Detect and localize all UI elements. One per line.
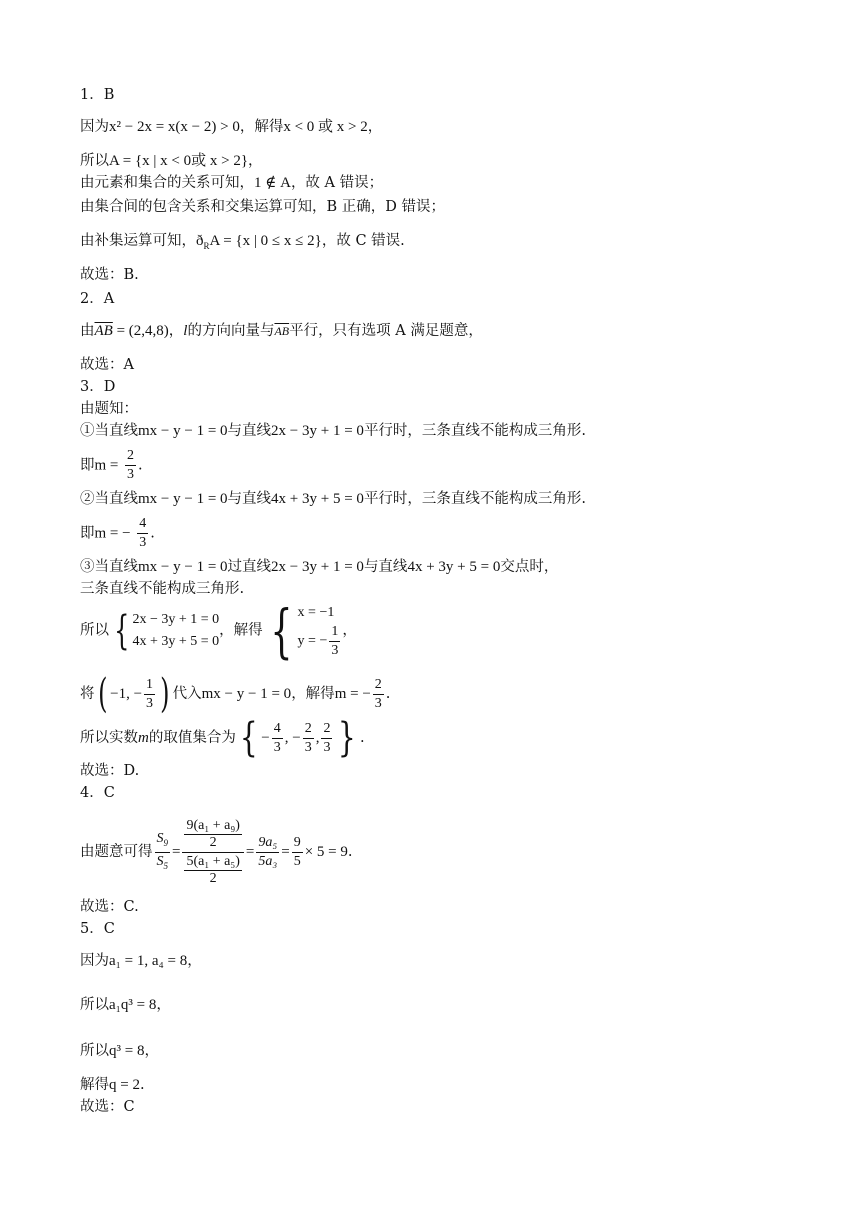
- fraction: [272, 721, 283, 756]
- text: 平行，只有选项 A 满足题意，: [289, 323, 483, 339]
- q3-case3: [80, 558, 558, 576]
- text: ②当直线: [80, 491, 138, 507]
- text: 交点时，: [500, 559, 559, 575]
- equation: 4x + 3y + 5 = 0: [132, 633, 220, 649]
- math: m =: [94, 457, 119, 474]
- denominator: 3: [374, 695, 382, 711]
- q3-answer: 3．D: [80, 379, 116, 395]
- math: 2: [209, 834, 217, 850]
- q3-set: 所以实数m的取值集合为{ − $\frac{4}{3}$ , − $\frac{2}{3}$ , $\frac{2}{3}$ } .: [80, 715, 365, 761]
- text: 由题意可得: [80, 844, 153, 860]
- text: 的方向向量与: [187, 323, 275, 339]
- text: 由补集运算可知，: [80, 233, 196, 249]
- math: x < 0 或 x > 2: [283, 119, 368, 135]
- math: 4x + 3y + 5 = 0: [271, 491, 364, 507]
- q2-answer: 2．A: [80, 291, 115, 307]
- fraction: [303, 721, 314, 756]
- text: 平行时，三条直线不能构成三角形.: [363, 491, 587, 507]
- math: m = −: [94, 525, 131, 542]
- numerator: 4: [272, 721, 283, 739]
- q3-result2: 即m = − $\frac{4}{3}$ .: [80, 516, 155, 550]
- q3-case3-cont: 三条直线不能构成三角形.: [80, 581, 245, 597]
- q1-conclusion: 故选：B.: [80, 267, 139, 283]
- text: 过直线: [227, 559, 272, 575]
- q3-conclusion: 故选：D.: [80, 763, 140, 779]
- math: 4x + 3y + 5 = 0: [407, 559, 501, 575]
- math: −1, −: [110, 686, 143, 702]
- text: 因为: [80, 119, 109, 135]
- numerator: 2: [321, 721, 332, 739]
- fraction: [256, 835, 279, 870]
- denominator: 3: [127, 467, 134, 482]
- math: 9: [163, 837, 168, 848]
- denominator: 3: [146, 695, 154, 711]
- numerator: 9: [292, 835, 303, 853]
- math: A = {x | 0 ≤ x ≤ 2}: [209, 233, 322, 249]
- text: ，: [168, 323, 184, 339]
- numerator: 1: [329, 624, 340, 642]
- text: 代入: [172, 686, 202, 702]
- math: 2x − 3y + 1 = 0: [271, 423, 364, 439]
- text: 所以: [80, 997, 109, 1013]
- q1-line5: [80, 232, 405, 255]
- math: S: [156, 853, 164, 869]
- text: 所以: [80, 622, 109, 639]
- math: ð: [196, 233, 204, 249]
- math: l: [183, 323, 188, 339]
- math: q = 2: [109, 1077, 140, 1093]
- text: 的取值集合为: [148, 730, 236, 746]
- text: 所以实数: [80, 730, 138, 746]
- text: 因为: [80, 953, 109, 969]
- math: 2x − 3y + 1 = 0: [271, 559, 364, 575]
- math: m = −: [334, 686, 371, 702]
- math: 5(a₁ + a₅): [186, 853, 240, 869]
- text: ③当直线: [80, 559, 138, 575]
- numerator: 1: [144, 677, 155, 695]
- text: 由: [80, 323, 95, 339]
- text: ，故 C 错误.: [321, 233, 405, 249]
- fraction: [144, 677, 155, 712]
- math: x² − 2x = x(x − 2) > 0: [109, 119, 240, 135]
- fraction: [329, 624, 340, 659]
- q4-answer: 4．C: [80, 785, 115, 801]
- numerator: 9a₅: [256, 835, 279, 853]
- q1-line3: [80, 174, 383, 192]
- math: y = −: [297, 633, 328, 649]
- text: ，故 A 错误；: [290, 175, 384, 191]
- denominator: 5: [293, 853, 301, 869]
- math: q³ = 8: [109, 1043, 145, 1059]
- math: = (2,4,8): [112, 323, 169, 339]
- q2-conclusion: 故选：A: [80, 357, 134, 373]
- math: mx − y − 1 = 0: [138, 559, 228, 575]
- fraction-s9-s5: [155, 831, 171, 874]
- math: 1 ∉ A: [254, 175, 291, 191]
- q3-result1: 即m = $\frac{2}{3}$ .: [80, 448, 143, 482]
- math: mx − y − 1 = 0: [138, 491, 228, 507]
- math: a₁ = 1, a₄ = 8: [109, 953, 188, 969]
- text: 与直线: [227, 423, 272, 439]
- fraction: [292, 835, 303, 870]
- math: 9(a₁ + a₉): [186, 817, 240, 833]
- fraction: [373, 677, 384, 712]
- q5-line3: 所以q³ = 8，: [80, 1043, 159, 1059]
- q3-case1: [80, 422, 586, 440]
- q3-substitute: 将( −1, − $\frac{1}{3}$ ) 代入mx − y − 1 = 0，解得m = − $\frac{2}{3}$ .: [80, 671, 391, 717]
- math: mx − y − 1 = 0: [138, 423, 228, 439]
- fraction: [321, 721, 332, 756]
- text: 即: [80, 457, 95, 474]
- text: 所以: [80, 153, 109, 169]
- q5-line4: 解得q = 2.: [80, 1077, 145, 1093]
- text: 即: [80, 525, 95, 542]
- equation: x = −1: [297, 605, 335, 620]
- q4-conclusion: 故选：C.: [80, 899, 139, 915]
- denominator: 3: [323, 739, 331, 755]
- math: R: [203, 240, 210, 251]
- math: × 5 = 9: [304, 844, 348, 860]
- q1-line2: 所以A = {x | x < 0或 x > 2}，: [80, 153, 263, 169]
- text: ，解得: [239, 119, 284, 135]
- math: m: [138, 730, 149, 746]
- q5-line2: 所以a₁q³ = 8，: [80, 997, 171, 1013]
- fraction: [125, 448, 136, 483]
- vector-ab: $\overline{AB}$: [274, 324, 290, 338]
- text: 解得: [80, 1077, 109, 1093]
- numerator: 2: [125, 448, 136, 466]
- q1-line1: 因为x² − 2x = x(x − 2) > 0，解得x < 0 或 x > 2，: [80, 119, 383, 135]
- solution-system: { x = −1 y = − $\frac{1}{3}$: [263, 602, 343, 659]
- denominator: 3: [331, 643, 339, 658]
- equation: 2x − 3y + 1 = 0: [132, 611, 220, 627]
- q5-line1: 因为a₁ = 1, a₄ = 8，: [80, 953, 202, 969]
- text: 由元素和集合的关系可知，: [80, 175, 254, 191]
- q3-system: 所以 { 2x − 3y + 1 = 0 4x + 3y + 5 = 0 ，解得 { x = −1 y = − $\frac{1}{3}$ ，: [80, 596, 357, 665]
- text: ①当直线: [80, 423, 138, 439]
- denominator: 3: [273, 739, 281, 755]
- q1-answer: 1．B: [80, 87, 115, 103]
- q5-answer: 5．C: [80, 921, 115, 937]
- text: 所以: [80, 1043, 109, 1059]
- math: S: [156, 830, 164, 846]
- numerator: 2: [303, 721, 314, 739]
- q2-line1: [80, 322, 483, 340]
- numerator: 2: [373, 677, 384, 695]
- vector-ab: $\overline{AB}$: [94, 323, 113, 339]
- q3-intro: 由题知：: [80, 401, 138, 417]
- q3-case2: [80, 490, 586, 508]
- text: 将: [80, 686, 95, 702]
- numerator: 4: [137, 516, 148, 534]
- text: 平行时，三条直线不能构成三角形.: [363, 423, 587, 439]
- denominator: 3: [139, 535, 147, 550]
- text: 与直线: [227, 491, 272, 507]
- math: 2: [209, 870, 217, 886]
- q5-conclusion: 故选：C: [80, 1099, 135, 1115]
- q1-line4: 由集合间的包含关系和交集运算可知，B 正确，D 错误；: [80, 199, 445, 215]
- denominator: 5a₃: [258, 853, 278, 869]
- denominator: 3: [304, 739, 312, 755]
- text: 与直线: [363, 559, 408, 575]
- equation-system: { 2x − 3y + 1 = 0 4x + 3y + 5 = 0: [114, 607, 220, 654]
- compound-fraction: [182, 818, 243, 887]
- math: A = {x | x < 0或 x > 2}: [109, 153, 249, 169]
- text: ，解得: [291, 686, 335, 702]
- q4-line1: 由题意可得 $\frac{S_9}{S_5}$ = 9(a₁ + a₉) 2 5(a₁ + a₅) 2 = $\frac{\text{9a₅}}{\text{5a₃}}$ = $\frac{9}{5}$ × 5 = 9 .: [80, 817, 353, 886]
- math: 5: [163, 860, 168, 871]
- text: ，解得: [219, 622, 263, 639]
- fraction: [137, 516, 148, 551]
- math: a₁q³ = 8: [109, 997, 157, 1013]
- math: mx − y − 1 = 0: [201, 686, 292, 702]
